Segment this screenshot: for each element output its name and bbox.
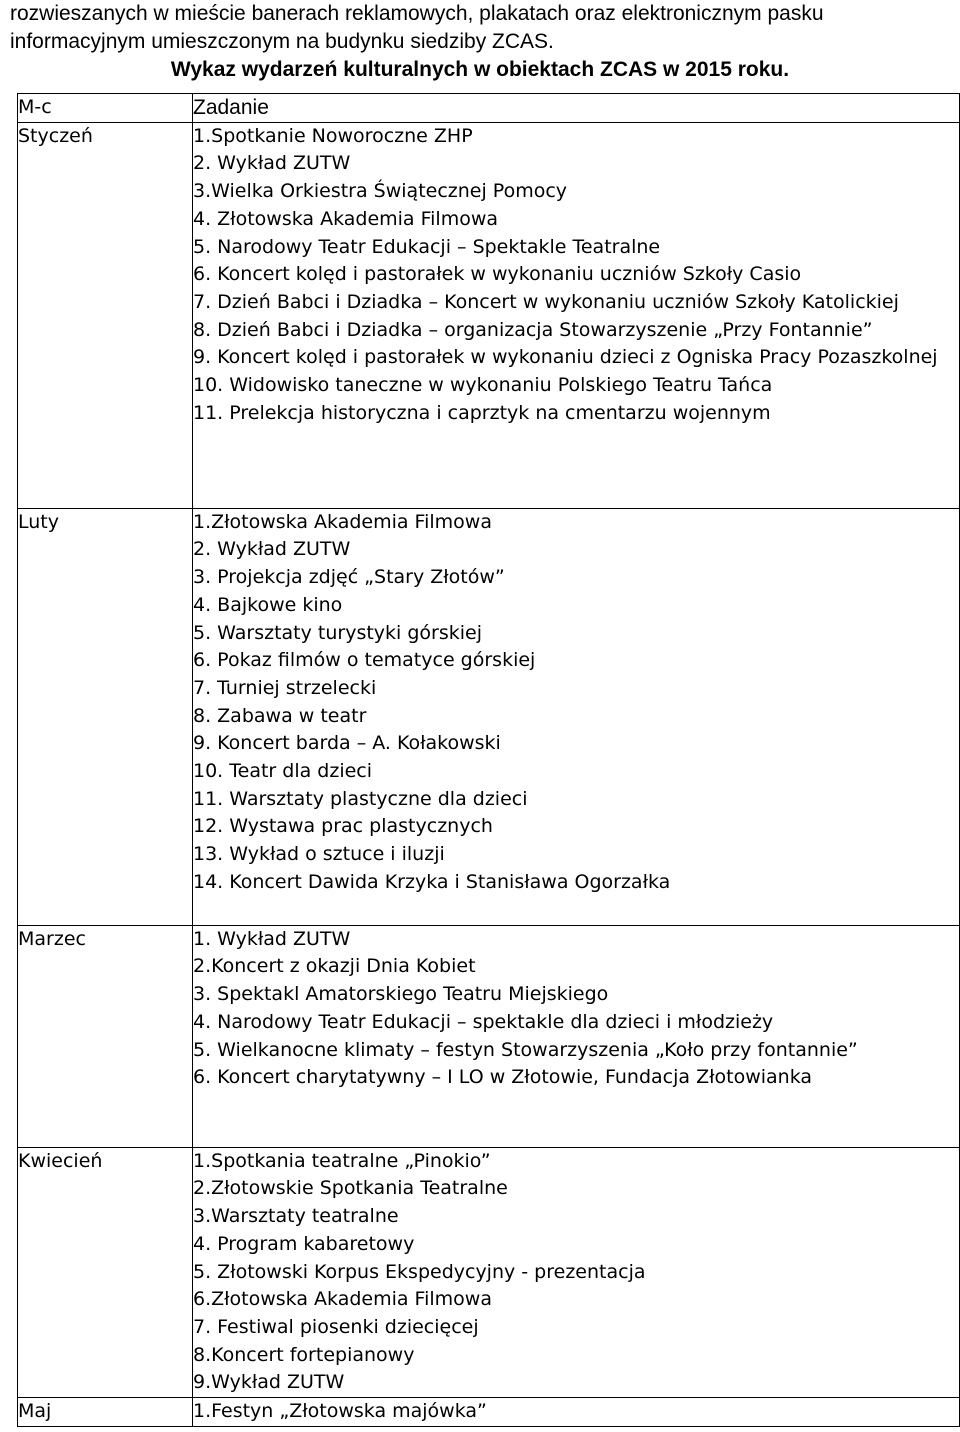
list-item: 9.Wykład ZUTW (193, 1371, 345, 1394)
intro-line-1: rozwieszanych w mieście banerach reklamowych, plakatach oraz elektronicznym pasku (10, 2, 824, 25)
list-item: 1.Złotowska Akademia Filmowa (193, 510, 492, 533)
list-item: 5. Warsztaty turystyki górskiej (193, 621, 482, 644)
month-cell (18, 925, 193, 1147)
list-item: 8. Zabawa w teatr (193, 704, 367, 727)
table-row (18, 508, 960, 925)
table-header-row (18, 94, 960, 123)
header-month: M-c (18, 96, 52, 118)
tasks-cell (193, 1147, 960, 1397)
month-label: Styczeń (18, 124, 93, 147)
month-label: Luty (18, 510, 59, 533)
tasks-cell (193, 925, 960, 1147)
table-row (18, 925, 960, 1147)
month-cell (18, 508, 193, 925)
list-item: 2.Złotowskie Spotkania Teatralne (193, 1177, 508, 1200)
month-cell (18, 1147, 193, 1397)
header-task: Zadanie (193, 96, 269, 119)
tasks-cell (193, 508, 960, 925)
list-item: 4. Bajkowe kino (193, 593, 343, 616)
tasks-cell (193, 122, 960, 508)
list-item: 6.Złotowska Akademia Filmowa (193, 1288, 492, 1311)
month-label: Maj (18, 1400, 52, 1423)
list-item: 12. Wystawa prac plastycznych (193, 815, 493, 838)
list-item: 4. Złotowska Akademia Filmowa (193, 207, 499, 230)
table-row (18, 122, 960, 508)
header-month-cell (18, 94, 193, 123)
list-item: 7. Dzień Babci i Dziadka – Koncert w wykonaniu uczniów Szkoły Katolickiej (193, 290, 899, 313)
list-item: 2.Koncert z okazji Dnia Kobiet (193, 955, 476, 978)
list-item: 2. Wykład ZUTW (193, 538, 351, 561)
list-item: 6. Pokaz filmów o tematyce górskiej (193, 649, 536, 672)
list-item: 5. Narodowy Teatr Edukacji – Spektakle Teatralne (193, 235, 661, 258)
list-item: 2. Wykład ZUTW (193, 152, 351, 175)
intro-line-2: informacyjnym umieszczonym na budynku siedziby ZCAS. (10, 30, 554, 53)
events-table (17, 93, 960, 1427)
header-task-cell (193, 94, 960, 123)
list-item: 5. Wielkanocne klimaty – festyn Stowarzyszenia „Koło przy fontannie” (193, 1038, 858, 1061)
table-row (18, 1147, 960, 1397)
list-item: 1.Spotkanie Noworoczne ZHP (193, 124, 473, 147)
list-item: 13. Wykład o sztuce i iluzji (193, 843, 445, 866)
list-item: 14. Koncert Dawida Krzyka i Stanisława Ogorzałka (193, 870, 671, 893)
list-item: 9. Koncert kolęd i pastorałek w wykonaniu dzieci z Ogniska Pracy Pozaszkolnej (193, 346, 938, 369)
table-row (18, 1398, 960, 1427)
intro-text (10, 0, 950, 84)
document-heading: Wykaz wydarzeń kulturalnych w obiektach ZCAS w 2015 roku. (170, 58, 790, 81)
list-item: 3.Wielka Orkiestra Świątecznej Pomocy (193, 180, 568, 203)
month-label: Marzec (18, 927, 86, 950)
list-item: 11. Prelekcja historyczna i caprztyk na cmentarzu wojennym (193, 401, 771, 424)
list-item: 3.Warsztaty teatralne (193, 1205, 399, 1228)
list-item: 1.Festyn „Złotowska majówka” (193, 1400, 487, 1423)
list-item: 10. Teatr dla dzieci (193, 760, 373, 783)
list-item: 4. Narodowy Teatr Edukacji – spektakle dla dzieci i młodzieży (193, 1010, 774, 1033)
list-item: 6. Koncert charytatywny – I LO w Złotowie, Fundacja Złotowianka (193, 1066, 813, 1089)
month-cell (18, 1398, 193, 1427)
list-item: 1. Wykład ZUTW (193, 927, 351, 950)
month-label: Kwiecień (18, 1149, 103, 1172)
list-item: 7. Festiwal piosenki dziecięcej (193, 1315, 479, 1338)
list-item: 9. Koncert barda – A. Kołakowski (193, 732, 501, 755)
list-item: 11. Warsztaty plastyczne dla dzieci (193, 787, 528, 810)
list-item: 1.Spotkania teatralne „Pinokio” (193, 1149, 491, 1172)
tasks-cell (193, 1398, 960, 1427)
list-item: 10. Widowisko taneczne w wykonaniu Polskiego Teatru Tańca (193, 374, 773, 397)
list-item: 5. Złotowski Korpus Ekspedycyjny - prezentacja (193, 1260, 646, 1283)
list-item: 4. Program kabaretowy (193, 1232, 415, 1255)
list-item: 8. Dzień Babci i Dziadka – organizacja Stowarzyszenie „Przy Fontannie” (193, 318, 873, 341)
month-cell (18, 122, 193, 508)
list-item: 7. Turniej strzelecki (193, 676, 377, 699)
list-item: 6. Koncert kolęd i pastorałek w wykonaniu uczniów Szkoły Casio (193, 263, 802, 286)
list-item: 8.Koncert fortepianowy (193, 1343, 415, 1366)
list-item: 3. Projekcja zdjęć „Stary Złotów” (193, 566, 505, 589)
list-item: 3. Spektakl Amatorskiego Teatru Miejskiego (193, 983, 609, 1006)
